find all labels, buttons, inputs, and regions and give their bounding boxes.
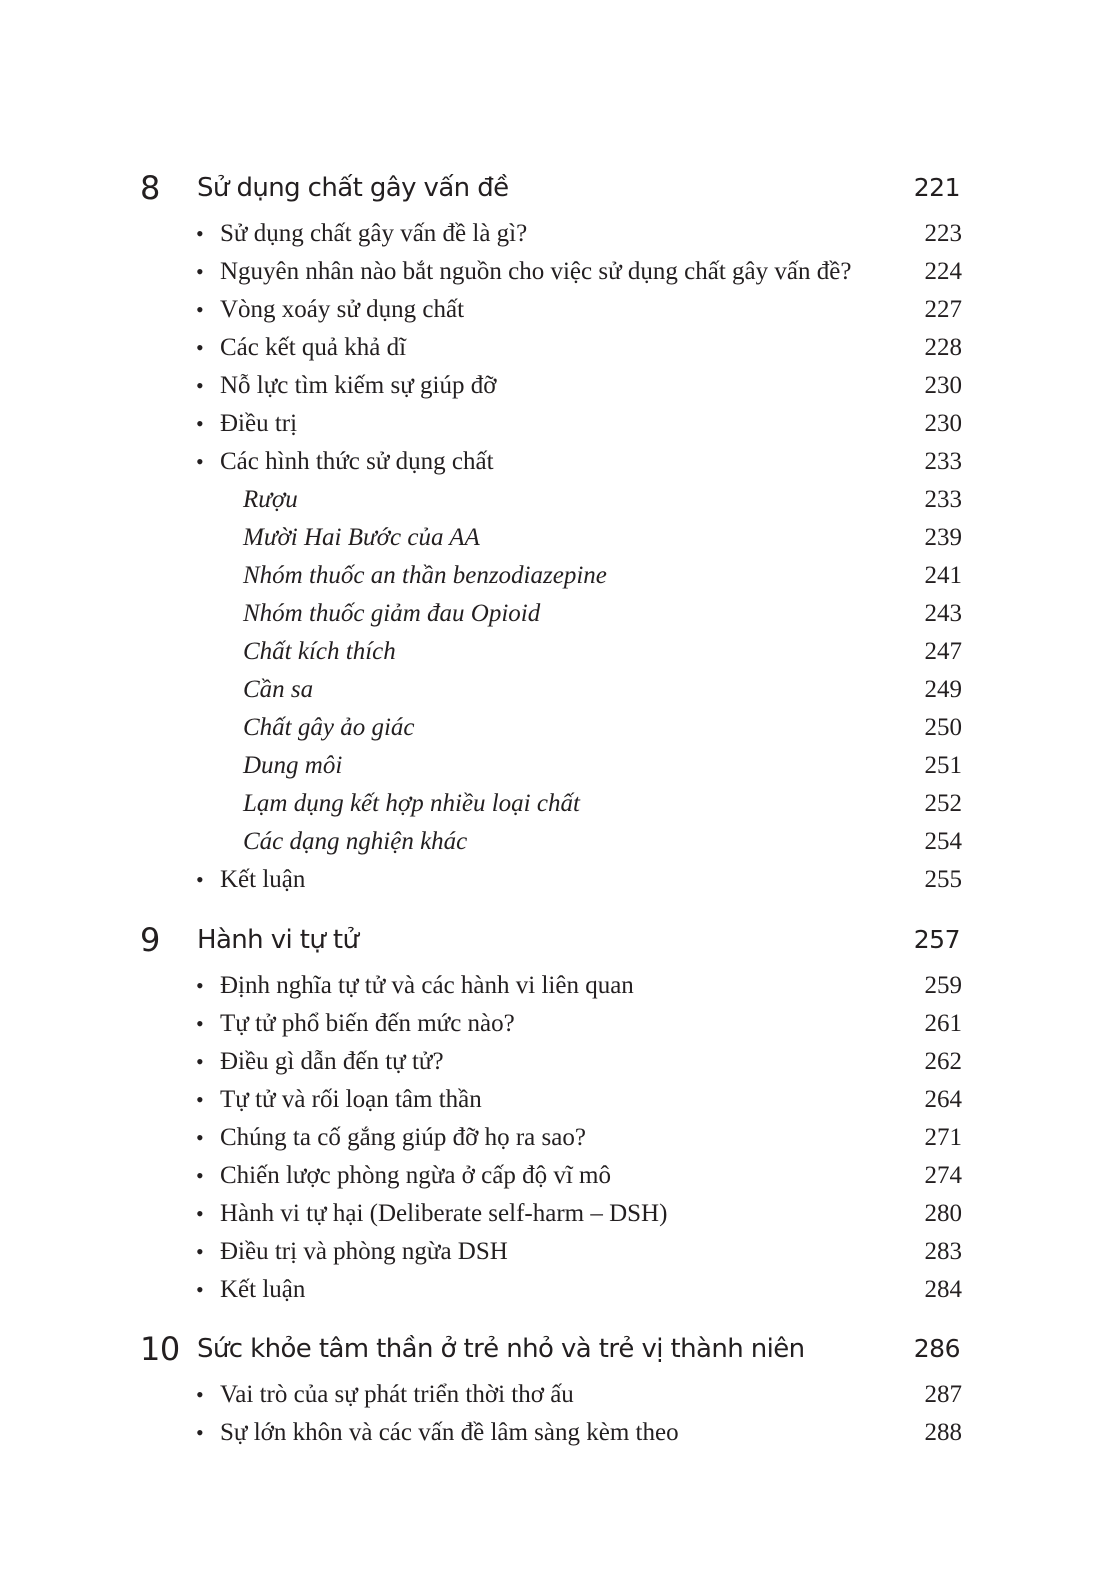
chapter-number: 9 (140, 921, 160, 959)
entry-page: 254 (924, 828, 962, 855)
entry-page: 230 (924, 410, 962, 437)
toc-entry (0, 1005, 1103, 1043)
bullet-icon: • (196, 373, 204, 398)
bullet-icon: • (196, 449, 204, 474)
entry-page: 239 (924, 524, 962, 551)
toc-entry (0, 861, 1103, 899)
bullet-icon: • (196, 1163, 204, 1188)
entry-label: Các hình thức sử dụng chất (220, 448, 494, 475)
bullet-icon: • (196, 973, 204, 998)
toc-sub-entry (0, 823, 1103, 861)
entry-page: 255 (924, 866, 962, 893)
toc-entry (0, 215, 1103, 253)
entry-page: 262 (924, 1048, 962, 1075)
entry-page: 280 (924, 1200, 962, 1227)
entry-page: 250 (924, 714, 962, 741)
entry-label: Cần sa (243, 676, 314, 703)
toc-entry (0, 253, 1103, 291)
entry-label: Mười Hai Bước của AA (243, 524, 480, 551)
chapter-page: 286 (913, 1334, 960, 1363)
entry-page: 227 (924, 296, 962, 323)
entry-page: 283 (924, 1238, 962, 1265)
chapter-title: Sử dụng chất gây vấn đề (197, 173, 509, 203)
entry-page: 233 (924, 448, 962, 475)
entry-label: Chúng ta cố gắng giúp đỡ họ ra sao? (220, 1124, 586, 1151)
entry-page: 264 (924, 1086, 962, 1113)
chapter-title: Hành vi tự tử (197, 925, 359, 955)
bullet-icon: • (196, 1087, 204, 1112)
toc-sub-entry (0, 671, 1103, 709)
toc-sub-entry (0, 595, 1103, 633)
toc-entry (0, 443, 1103, 481)
entry-label: Điều trị (220, 410, 298, 437)
entry-page: 249 (924, 676, 962, 703)
entry-label: Điều trị và phòng ngừa DSH (220, 1238, 508, 1265)
toc-sub-entry (0, 633, 1103, 671)
bullet-icon: • (196, 1125, 204, 1150)
entry-label: Chiến lược phòng ngừa ở cấp độ vĩ mô (220, 1162, 611, 1189)
bullet-icon: • (196, 1382, 204, 1407)
entry-label: Kết luận (220, 1276, 306, 1303)
chapter-number: 8 (140, 169, 160, 207)
entry-label: Nỗ lực tìm kiếm sự giúp đỡ (220, 372, 497, 399)
entry-page: 252 (924, 790, 962, 817)
toc-sub-entry (0, 709, 1103, 747)
entry-label: Dung môi (243, 752, 343, 779)
toc-entry (0, 1271, 1103, 1309)
bullet-icon: • (196, 867, 204, 892)
entry-page: 259 (924, 972, 962, 999)
entry-page: 233 (924, 486, 962, 513)
entry-page: 223 (924, 220, 962, 247)
toc-entry (0, 967, 1103, 1005)
entry-page: 261 (924, 1010, 962, 1037)
toc-entry (0, 1043, 1103, 1081)
entry-page: 271 (924, 1124, 962, 1151)
chapter-page: 257 (913, 925, 960, 954)
entry-label: Định nghĩa tự tử và các hành vi liên quan (220, 972, 634, 999)
entry-label: Lạm dụng kết hợp nhiều loại chất (243, 790, 580, 817)
toc-entry (0, 1157, 1103, 1195)
entry-label: Hành vi tự hại (Deliberate self-harm – DSH) (220, 1200, 668, 1227)
toc-sub-entry (0, 519, 1103, 557)
chapter-8-heading (0, 166, 1103, 210)
entry-label: Kết luận (220, 866, 306, 893)
chapter-page: 221 (913, 173, 960, 202)
chapter-9-heading (0, 918, 1103, 962)
bullet-icon: • (196, 411, 204, 436)
bullet-icon: • (196, 1049, 204, 1074)
toc-entry (0, 329, 1103, 367)
entry-page: 228 (924, 334, 962, 361)
bullet-icon: • (196, 335, 204, 360)
entry-label: Nguyên nhân nào bắt nguồn cho việc sử dụng chất gây vấn đề? (220, 258, 852, 285)
bullet-icon: • (196, 1239, 204, 1264)
toc-entry (0, 1195, 1103, 1233)
entry-label: Các dạng nghiện khác (243, 828, 468, 855)
chapter-10-heading (0, 1327, 1103, 1371)
entry-label: Chất kích thích (243, 638, 396, 665)
entry-page: 274 (924, 1162, 962, 1189)
toc-entry (0, 1119, 1103, 1157)
entry-label: Vai trò của sự phát triển thời thơ ấu (220, 1381, 574, 1408)
entry-label: Nhóm thuốc an thần benzodiazepine (243, 562, 607, 589)
bullet-icon: • (196, 221, 204, 246)
toc-entry (0, 291, 1103, 329)
toc-entry (0, 1081, 1103, 1119)
chapter-number: 10 (140, 1330, 180, 1368)
entry-label: Điều gì dẫn đến tự tử? (220, 1048, 444, 1075)
toc-sub-entry (0, 785, 1103, 823)
toc-entry (0, 1414, 1103, 1452)
entry-label: Sự lớn khôn và các vấn đề lâm sàng kèm theo (220, 1419, 679, 1446)
entry-page: 247 (924, 638, 962, 665)
toc-sub-entry (0, 747, 1103, 785)
toc-sub-entry (0, 557, 1103, 595)
entry-label: Các kết quả khả dĩ (220, 334, 407, 361)
toc-entry (0, 1376, 1103, 1414)
entry-label: Sử dụng chất gây vấn đề là gì? (220, 220, 528, 247)
entry-page: 224 (924, 258, 962, 285)
toc-entry (0, 367, 1103, 405)
entry-label: Vòng xoáy sử dụng chất (220, 296, 465, 323)
entry-label: Rượu (243, 486, 298, 513)
toc-entry (0, 405, 1103, 443)
toc-sub-entry (0, 481, 1103, 519)
bullet-icon: • (196, 259, 204, 284)
entry-label: Tự tử và rối loạn tâm thần (220, 1086, 482, 1113)
entry-label: Tự tử phổ biến đến mức nào? (220, 1010, 515, 1037)
entry-page: 284 (924, 1276, 962, 1303)
toc-entry (0, 1233, 1103, 1271)
bullet-icon: • (196, 1420, 204, 1445)
bullet-icon: • (196, 297, 204, 322)
entry-page: 288 (924, 1419, 962, 1446)
entry-page: 230 (924, 372, 962, 399)
chapter-title: Sức khỏe tâm thần ở trẻ nhỏ và trẻ vị thành niên (197, 1334, 805, 1364)
entry-page: 241 (924, 562, 962, 589)
entry-label: Chất gây ảo giác (243, 714, 415, 741)
entry-page: 243 (924, 600, 962, 627)
bullet-icon: • (196, 1201, 204, 1226)
bullet-icon: • (196, 1011, 204, 1036)
entry-page: 251 (924, 752, 962, 779)
entry-label: Nhóm thuốc giảm đau Opioid (243, 600, 541, 627)
bullet-icon: • (196, 1277, 204, 1302)
entry-page: 287 (924, 1381, 962, 1408)
